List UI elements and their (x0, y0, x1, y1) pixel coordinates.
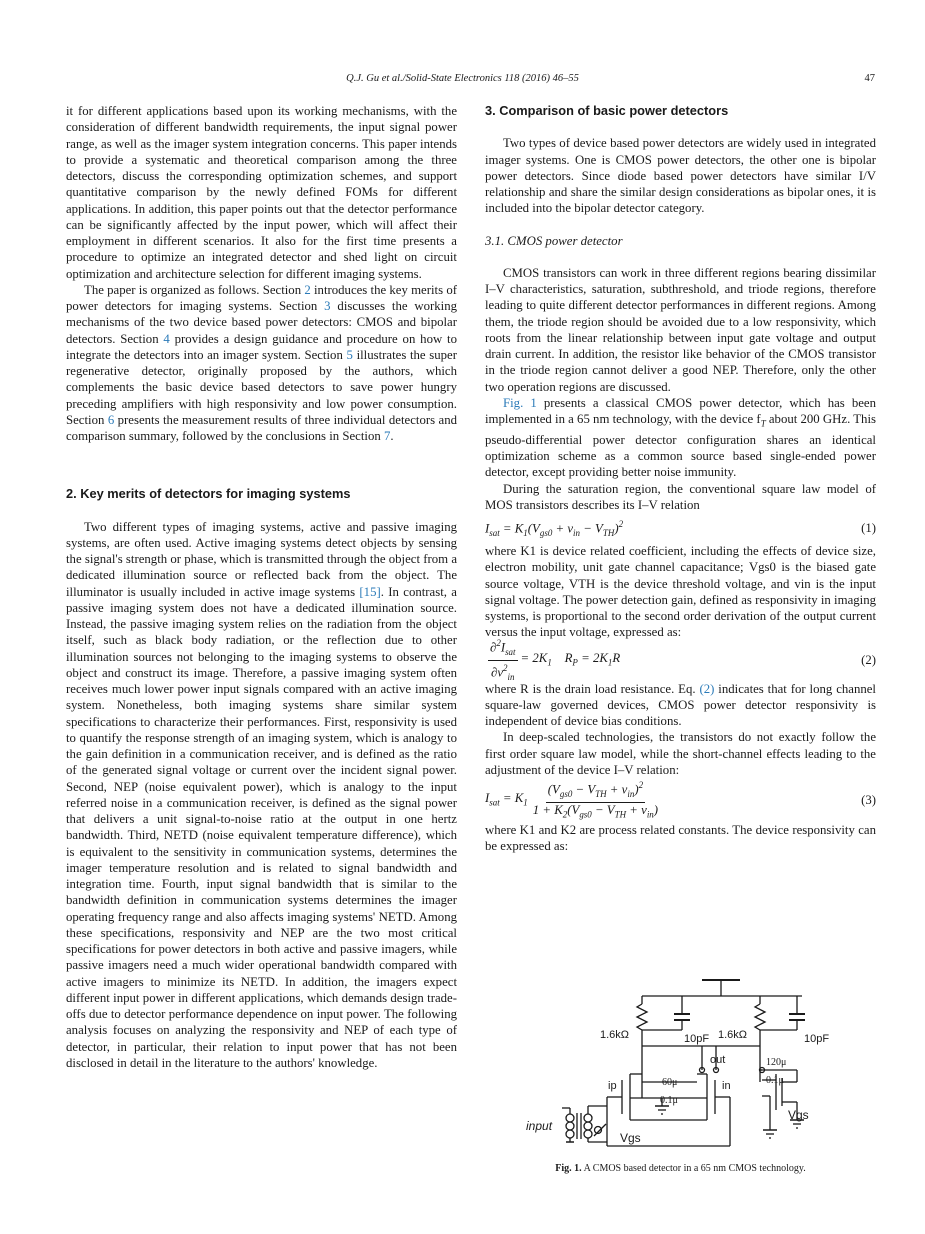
paragraph: During the saturation region, the conventional square law model of MOS transistors describes its I–V relation (485, 481, 876, 512)
paragraph: CMOS transistors can work in three different regions bearing dissimilar I–V characteristics, saturation, subthreshold, and triode regions, therefore leading to quite different detector performances in different regions. Among them, the triode region should be avoided due to a low responsivity, which roots from the linear relationship between input gate voltage and output drain current. In addition, the resistor like behavior of the CMOS transistor in the triode region cannot deliver a good NEP. Therefore, only the other two operation regions are discussed. (485, 265, 876, 394)
vgs-label: Vgs (788, 1108, 809, 1122)
input-label: input (526, 1119, 553, 1133)
paragraph: it for different applications based upon its working mechanisms, with the consideration of different bandwidth requirements, the input signal power range, as well as the imager system integration concerns. This paper intends to provide a systematic and theoretical comparison among the three detectors, discuss the corresponding optimization schemes, and support quantitative comparison by the newly defined FOMs for different applications. In addition, this paper points out that the detector performance can be significantly affected by the input power, which will affect their employment in different scenarios. It also for the first time presents a procedure to optimize an integrated detector and shed light on circuit optimization and architecture selection for different imaging systems. (66, 104, 457, 281)
equation-number: (1) (861, 520, 876, 535)
paragraph: Two types of device based power detectors are widely used in integrated imager systems. One is CMOS power detectors, the other one is bipolar power detectors. Since diode based power detectors have similar I/V relationship and share the similar design considerations as bipolar ones, it is included into the bipolar detector category. (485, 136, 876, 216)
section-heading: 3. Comparison of basic power detectors (485, 103, 729, 118)
right-column (485, 103, 876, 855)
reference-link[interactable]: [15] (359, 584, 381, 599)
section-link[interactable]: 5 (346, 347, 353, 362)
equation-number: (2) (861, 653, 876, 668)
equation-1: $I_{sat} = K_1(V_{gs0} + v_{in} - V_{TH})^2$ (1) (485, 518, 876, 538)
subsection-heading: 3.1. CMOS power detector (485, 233, 623, 248)
left-column (66, 103, 457, 1071)
section-link[interactable]: 4 (163, 331, 170, 346)
vgs-label: Vgs (620, 1131, 641, 1145)
paragraph: where K1 and K2 are process related constants. The device responsivity can be expressed as: (485, 823, 876, 854)
section-link[interactable]: 3 (324, 299, 331, 313)
section-link[interactable]: 6 (107, 412, 115, 427)
figure-link[interactable]: Fig. 1 (503, 395, 537, 410)
resistor-label: 1.6kΩ (600, 1029, 630, 1041)
resistor-label: 1.6kΩ (718, 1029, 748, 1041)
in-label: in (722, 1080, 731, 1092)
paragraph: where K1 is device related coefficient, including the effects of device size, electron mobility, unit gate channel capacitance; Vgs0 is the biased gate source voltage, VTH is the device threshold voltage, and vin is the input signal voltage. The power detection gain, defined as responsivity in imaging systems, is proportional to the second order derivation of the output current versus the input voltage, expressed as: (485, 544, 876, 640)
transistor-length: 0.1μ (766, 1075, 784, 1086)
equation-number: (3) (861, 792, 876, 807)
paragraph-organization: The paper is organized as follows. Section 2 introduces the key merits of power detectors for imaging systems. Section 3 discusses the working mechanisms of the two device based power detectors: CMOS and bipolar detectors. Section 4 provides a design guidance and procedure on how to integrate the detectors into an imager system. Section 5 illustrates the super regenerative detector, originally proposed by the authors, which complements the basic device based detectors to save power hungry preceding amplifiers with high responsivity and low power consumption. Section 6 presents the measurement results of three individual detectors and comparison summary, followed by the conclusions in Section 7. (66, 282, 458, 443)
out-label: out (710, 1054, 726, 1066)
page-number: 47 (864, 73, 875, 84)
section-link[interactable]: 2 (304, 282, 311, 297)
capacitor-label: 10pF (684, 1033, 710, 1045)
cmos-detector-schematic (512, 970, 852, 1160)
paragraph: Two different types of imaging systems, active and passive imaging systems, are often used. Active imaging systems detect objects by sensing the signal's strength or phase, which is transmitted through the object from a dedicated illumination source or reflected back from the object. The illuminator is usually included in active image systems [15]. In contrast, a passive imaging system does not have a dedicated illumination source. Instead, the passive imaging system relies on the radiation from the object itself, such as black body radiation, or the reflection due to other illumination sources not belonging to the imaging systems to observe the object and construct its image. Therefore, a passive imaging system often receives much lower power input signals compared with an active imaging system. Nonetheless, both imaging systems share similar system specifications to characterize their performances. First, responsivity is used to quantify the response strength of an imaging system, which is analogy to the gain definition in a communication receiver, and is defined as the ratio of the generated signal voltage or current over the incident signal power. Second, NEP (noise equivalent power), which is analogy to the input referred noise in a communication receiver, is defined as the signal power that delivers a unit signal-to-noise ratio at the output in one hertz bandwidth. Third, NETD (noise equivalent temperature difference), which is equivalent to the sensitivity in communication systems, determines the imager temperature resolution and is related to signal bandwidth and integration time. Fourth, input signal bandwidth that is similar to the bandwidth definition in communication systems determines the imager operating frequency range and also affects imaging systems' NETD. Among these specifications, responsivity and NEP are the two most critical specifications for power detectors in both active and passive imagers, while passive imagers need a much wider operational bandwidth compared with active imagers to minimize its NETD. In addition, the imagers expect different input power in different applications, which demands design trade-offs due to detector performance dependence on input power. The following analysis focuses on analyzing the responsivity and NEP of each type of detector, in particular, their relation to input power that has not been disclosed in detail in the literature to the authors' knowledge. (66, 519, 457, 1070)
page-header (0, 73, 925, 89)
journal-citation: Q.J. Gu et al./Solid-State Electronics 118 (2016) 46–55 (346, 73, 579, 84)
equation-link[interactable]: (2) (699, 681, 715, 696)
equation-3: $I_{sat} = K_1$ $\frac{(V_{gs0} - V_{TH} + v_{in})^2}{1 + K_2(V_{gs0} - V_{TH} + v_{in})}$ (3) (485, 779, 876, 820)
section-heading: 2. Key merits of detectors for imaging systems (66, 486, 351, 502)
paragraph: In deep-scaled technologies, the transistors do not exactly follow the first order square law model, while the short-channel effects leading to the adjustment of the device I–V relation: (485, 730, 876, 777)
paragraph: where R is the drain load resistance. Eq. (2) indicates that for long channel square-law governed devices, CMOS power detector responsivity is independent of device bias conditions. (485, 681, 876, 729)
transistor-length: 0.1μ (660, 1095, 678, 1106)
ip-label: ip (608, 1080, 617, 1092)
paragraph: Fig. 1 presents a classical CMOS power detector, which has been implemented in a 65 nm technology, with the device $f_T$ about 200 GHz. This pseudo-differential power detector configuration shares an identical optimization scheme as a common source based single-ended power detector, except providing better noise immunity. (485, 395, 876, 480)
figure-caption: Fig. 1. A CMOS based detector in a 65 nm CMOS technology. (555, 1163, 806, 1174)
capacitor-label: 10pF (804, 1033, 830, 1045)
equation-2: $\frac{\partial^2I_{sat}}{\partial v^2_{in}}$ = $2K_1$ $R_P = 2K_1R$ (2) (490, 638, 876, 682)
transistor-width: 120μ (766, 1057, 787, 1068)
section-link[interactable]: 7 (383, 429, 391, 443)
transistor-width: 60μ (662, 1077, 678, 1088)
